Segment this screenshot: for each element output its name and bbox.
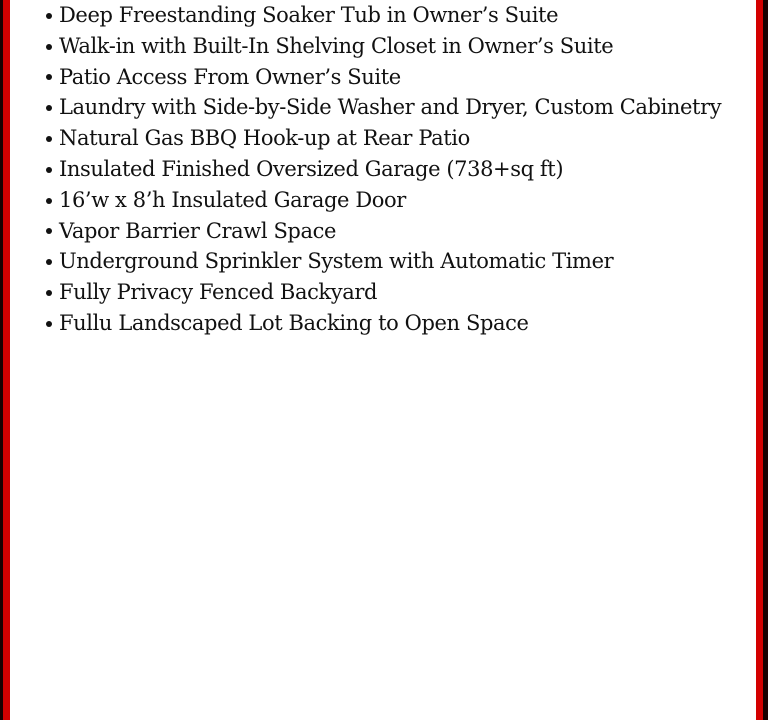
bullet-icon bbox=[46, 136, 52, 142]
list-item bbox=[46, 216, 721, 247]
bullet-icon bbox=[46, 74, 52, 80]
feature-text: Natural Gas BBQ Hook-up at Rear Patio bbox=[59, 126, 470, 151]
list-item bbox=[46, 123, 721, 154]
list-item bbox=[46, 308, 721, 339]
list-item bbox=[46, 154, 721, 185]
feature-text: Fullu Landscaped Lot Backing to Open Space bbox=[59, 310, 529, 335]
feature-text: Fully Privacy Fenced Backyard bbox=[59, 280, 378, 305]
list-item bbox=[46, 185, 721, 216]
bullet-icon bbox=[46, 44, 52, 50]
right-red-border bbox=[756, 0, 763, 720]
feature-text: Vapor Barrier Crawl Space bbox=[59, 218, 336, 243]
feature-text: Deep Freestanding Soaker Tub in Owner’s Suite bbox=[59, 3, 559, 27]
bullet-icon bbox=[46, 259, 52, 265]
list-item bbox=[46, 0, 721, 31]
bullet-icon bbox=[46, 167, 52, 173]
list-item bbox=[46, 246, 721, 277]
bullet-icon bbox=[46, 198, 52, 204]
feature-text: Patio Access From Owner’s Suite bbox=[59, 64, 401, 89]
bullet-icon bbox=[46, 105, 52, 111]
list-item bbox=[46, 92, 721, 123]
bullet-icon bbox=[46, 228, 52, 234]
bullet-icon bbox=[46, 13, 52, 19]
document-page bbox=[10, 0, 756, 720]
right-outer-border bbox=[763, 0, 768, 720]
feature-list bbox=[46, 0, 721, 339]
list-item bbox=[46, 62, 721, 93]
feature-text: Underground Sprinkler System with Automatic Timer bbox=[59, 249, 614, 274]
feature-text: Walk-in with Built-In Shelving Closet in Owner’s Suite bbox=[59, 33, 614, 58]
feature-text: Insulated Finished Oversized Garage (738+sq ft) bbox=[59, 156, 564, 181]
feature-text: 16’w x 8’h Insulated Garage Door bbox=[59, 187, 406, 212]
feature-text: Laundry with Side-by-Side Washer and Dryer, Custom Cabinetry bbox=[59, 95, 722, 120]
list-item bbox=[46, 31, 721, 62]
bullet-icon bbox=[46, 290, 52, 296]
bullet-icon bbox=[46, 321, 52, 327]
left-red-border bbox=[3, 0, 10, 720]
list-item bbox=[46, 277, 721, 308]
